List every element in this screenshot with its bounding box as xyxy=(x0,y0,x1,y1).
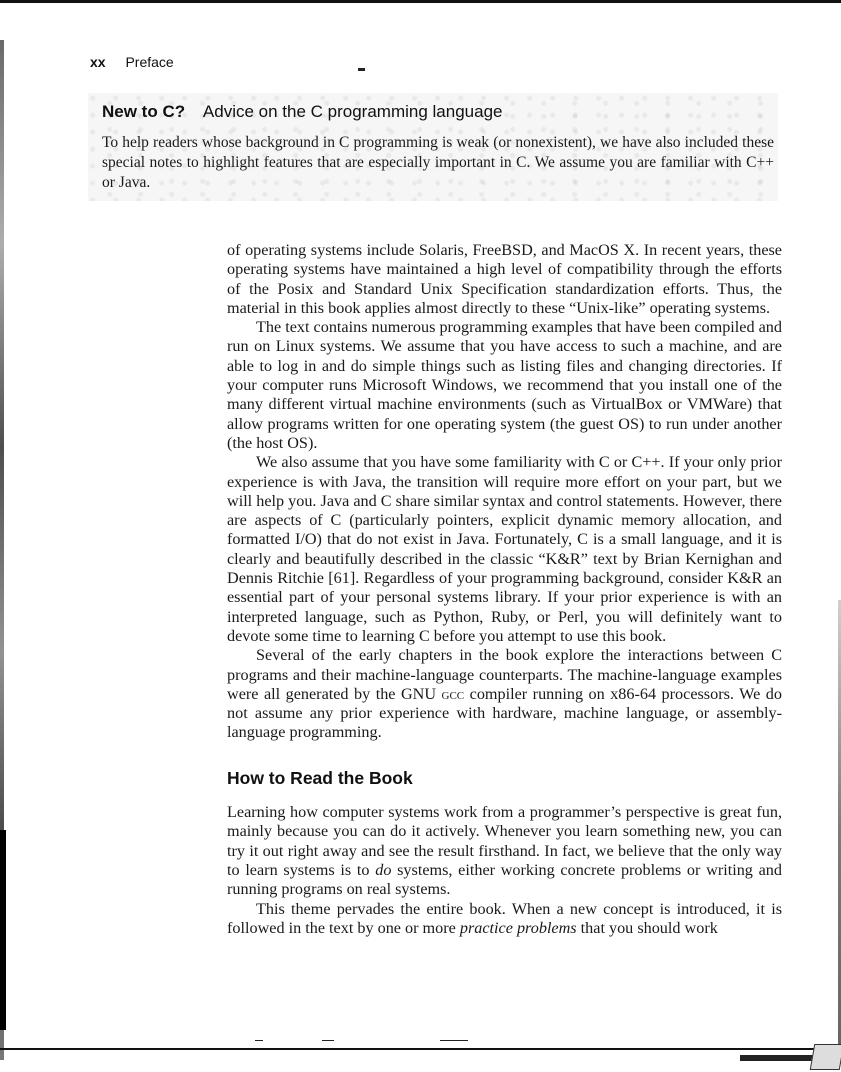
text-run: systems, either working concrete problems or writing and running programs on real systems. xyxy=(227,860,782,899)
text-run: that you should work xyxy=(576,918,718,937)
paragraph-unix-like: of operating systems include Solaris, FreeBSD, and MacOS X. In recent years, these operating systems have maintained a high level of compatibility through the efforts of the Posix and Standard Unix Specification standardization efforts. Thus, the material in this book applies almost directly to these “Unix-like” operating systems. xyxy=(227,241,782,317)
note-title: Advice on the C programming language xyxy=(202,102,503,121)
paragraph-learning xyxy=(227,803,782,899)
new-to-c-note xyxy=(88,93,778,201)
paragraph-c-familiarity: We also assume that you have some familiarity with C or C++. If your only prior experience is with Java, the transition will require more effort on your part, but we will help you. Java and C share similar syntax and control statements. However, there are aspects of C (particularly pointers, explicit dynamic memory allocation, and formatted I/O) that do not exist in Java. Fortunately, C is a small language, and it is clearly and beautifully described in the classic “K&R” text by Brian Kernighan and Dennis Ritchie [61]. Regardless of your programming background, consider K&R an essential part of your personal systems library. If your prior experience is with an interpreted language, such as Python, Ruby, or Perl, you will definitely want to devote some time to learning C before you attempt to use this book. xyxy=(227,453,782,645)
scan-mark xyxy=(255,1040,263,1041)
gcc-name: gcc xyxy=(441,684,465,703)
text-run: compiler running on x86-64 processors. We do not assume any prior experience with hardware, machine language, or assembly-language programming. xyxy=(227,684,782,742)
paragraph-linux-examples: The text contains numerous programming examples that have been compiled and run on Linux systems. We assume that you have access to such a machine, and are able to log in and do simple things such as listing files and changing directories. If your computer runs Microsoft Windows, we recommend that you install one of the many different virtual machine environments (such as VirtualBox or VMWare) that allow programs written for one operating system (the guest OS) to run under another (the host OS). xyxy=(227,318,782,452)
page-corner-curl xyxy=(810,1044,841,1070)
paragraph-machine-language xyxy=(227,646,782,742)
emphasis-do: do xyxy=(375,860,392,879)
main-text xyxy=(227,241,782,938)
scan-mark xyxy=(440,1040,468,1041)
scan-mark xyxy=(322,1040,334,1041)
text-run: This theme pervades the entire book. When a new concept is introduced, it is followed in the text by one or more xyxy=(227,899,782,937)
text-run: Learning how computer systems work from a programmer’s perspective is great fun, mainly because you can do it actively. Whenever you learn something new, you can try it out right away and see the result firsthand. In fact, we believe that the only way to learn systems is to xyxy=(227,803,782,879)
scan-top-edge xyxy=(0,0,841,3)
running-header xyxy=(90,54,174,70)
scan-bottom-edge xyxy=(0,1048,841,1050)
text-run: Several of the early chapters in the book explore the interactions between C programs and their machine-language counterparts. The machine-language examples were all generated by the GNU xyxy=(227,646,782,703)
scan-mark xyxy=(358,68,365,71)
paragraph-theme xyxy=(227,900,782,939)
note-body: To help readers whose background in C programming is weak (or nonexistent), we have also included these special notes to highlight features that are especially important in C. We assume you are familiar with C++ or Java. xyxy=(102,134,774,191)
section-heading: How to Read the Book xyxy=(227,767,413,788)
page-number: xx xyxy=(90,54,106,70)
scan-left-shadow xyxy=(0,830,6,1030)
emphasis-practice-problems: practice problems xyxy=(459,918,577,937)
running-title: Preface xyxy=(125,54,174,70)
note-heading xyxy=(102,102,502,122)
note-label: New to C? xyxy=(102,102,186,121)
